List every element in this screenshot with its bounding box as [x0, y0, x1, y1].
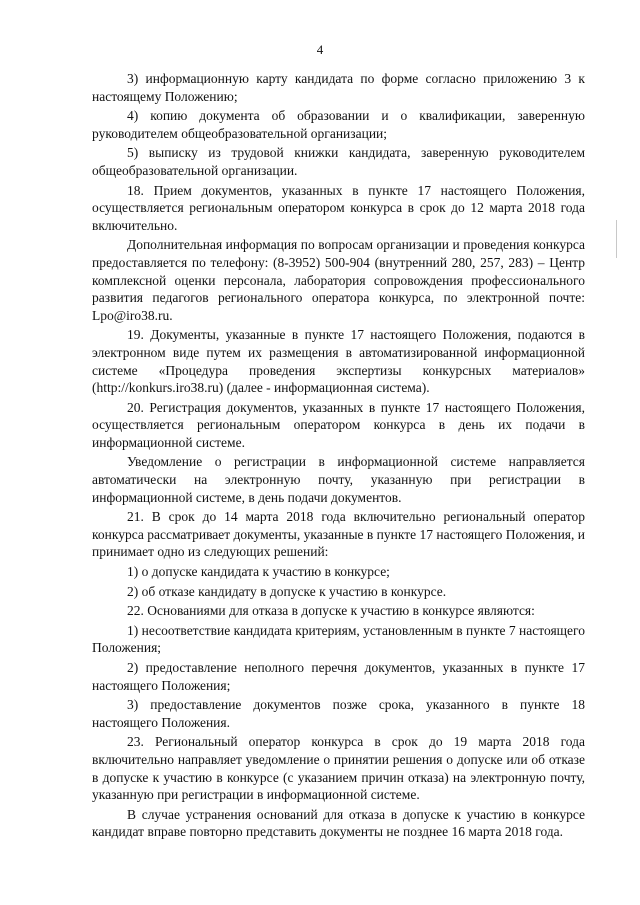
paragraph-clause-18: 18. Прием документов, указанных в пункте 17 настоящего Положения, осуществляется региональным оператором конкурса в срок до 12 марта 2018 года включительно.: [92, 182, 585, 233]
paragraph-decision-refuse: 2) об отказе кандидату в допуске к участию в конкурсе.: [127, 583, 447, 599]
paragraph-registration-notice: Уведомление о регистрации в информационной системе направляется автоматически на электронную почту, указанную при регистрации в информационной системе, в день подачи документов.: [92, 454, 585, 505]
paragraph-clause-19: 19. Документы, указанные в пункте 17 настоящего Положения, подаются в электронном виде путем их размещения в автоматизированной информационной системе «Процедура проведения экспертизы конкурсных материалов» (http://konkurs.iro38.ru) (далее - информационная система).: [92, 327, 585, 396]
paragraph-ground-1: 1) несоответствие кандидата критериям, установленным в пункте 7 настоящего Положения;: [92, 622, 585, 656]
paragraph-item-4-education-copy: 4) копию документа об образовании и о квалификации, заверенную руководителем общеобразовательной организации;: [92, 108, 585, 141]
paragraph-item-5-work-record: 5) выписку из трудовой книжки кандидата, заверенную руководителем общеобразовательной организации.: [92, 145, 585, 178]
paragraph-ground-2: 2) предоставление неполного перечня документов, указанных в пункте 17 настоящего Положения;: [92, 660, 585, 693]
paragraph-decision-admit: 1) о допуске кандидата к участию в конкурсе;: [127, 564, 390, 580]
paragraph-clause-23: 23. Региональный оператор конкурса в срок до 19 марта 2018 года включительно направляет уведомление о принятии решения о допуске или об отказе в допуске к участию в конкурсе (с указанием причин отказа) на электронную почту, указанную при регистрации в информационной системе.: [92, 734, 585, 803]
page-number: 4: [316, 42, 324, 57]
paragraph-additional-info: Дополнительная информация по вопросам организации и проведения конкурса предоставляется по телефону: (8-3952) 500-904 (внутренний 280, 257, 283) – Центр комплексной оценки персонала, лаборатория сопровождения профессионального развития педагогов регионального оператора конкурса, по электронной почте: Lpo@iro38.ru.: [92, 237, 585, 323]
paragraph-resubmission: В случае устранения оснований для отказа в допуске к участию в конкурсе кандидат вправе повторно представить документы не позднее 16 марта 2018 года.: [92, 806, 585, 840]
paragraph-ground-3: 3) предоставление документов позже срока, указанного в пункте 18 настоящего Положения.: [92, 697, 585, 730]
paragraph-clause-22: 22. Основаниями для отказа в допуске к участию в конкурсе являются:: [127, 603, 535, 619]
document-body: [92, 70, 585, 843]
scan-edge-mark: [616, 220, 620, 258]
paragraph-clause-21: 21. В срок до 14 марта 2018 года включительно региональный оператор конкурса рассматривает документы, указанные в пункте 17 настоящего Положения, и принимает одно из следующих решений:: [92, 509, 585, 560]
paragraph-item-3-info-card: 3) информационную карту кандидата по форме согласно приложению 3 к настоящему Положению;: [92, 71, 585, 104]
paragraph-clause-20: 20. Регистрация документов, указанных в пункте 17 настоящего Положения, осуществляется региональным оператором конкурса в день их подачи в информационной системе.: [92, 399, 585, 450]
